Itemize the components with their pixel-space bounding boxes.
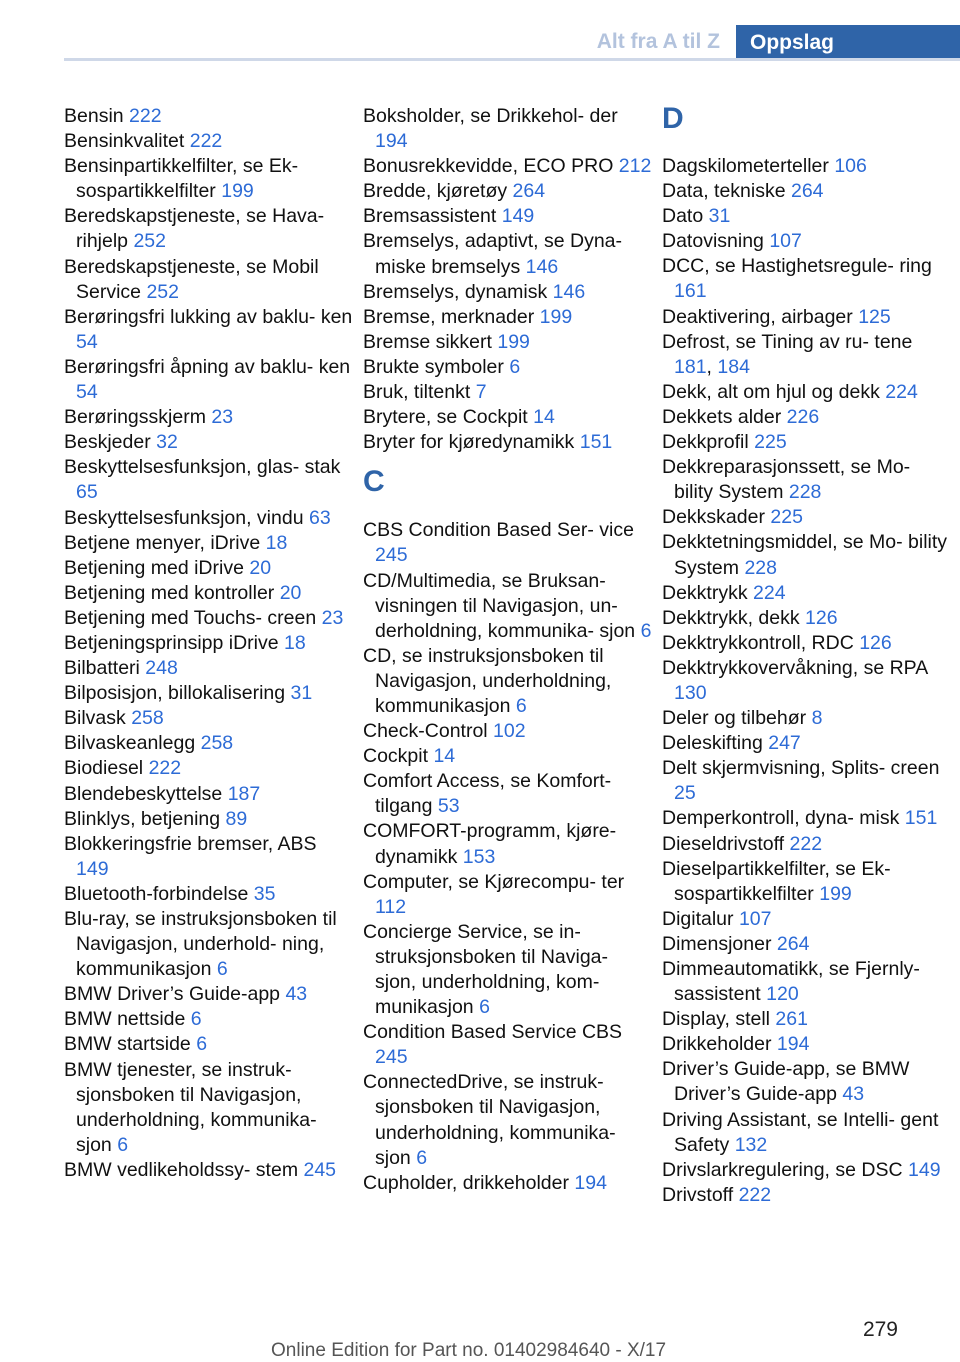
index-term: Beskyttelsesfunksjon, glas‐ stak	[64, 456, 341, 479]
index-entry	[662, 430, 952, 455]
page-reference-link[interactable]: 31	[708, 205, 731, 228]
index-term: Bremselys, adaptivt, se Dyna‐ miske bremselys	[363, 230, 623, 278]
index-column-3	[662, 104, 952, 1208]
page-reference-link[interactable]: 6	[196, 1033, 208, 1056]
index-term: Bilbatteri	[64, 657, 146, 680]
index-entry	[662, 731, 952, 756]
page-reference-link[interactable]: 194	[574, 1171, 607, 1194]
index-entry	[64, 681, 354, 706]
page-reference-link[interactable]: 6	[515, 694, 527, 717]
index-term: Computer, se Kjørecompu‐ ter	[363, 870, 625, 893]
index-term: Boksholder, se Drikkehol‐ der	[363, 105, 618, 127]
index-entry	[64, 405, 354, 430]
index-term: Brukte symboler	[363, 355, 510, 378]
page-reference-link[interactable]: 18	[284, 631, 306, 654]
index-entry	[64, 1058, 354, 1158]
index-entry	[662, 455, 952, 505]
page-reference-link[interactable]: 14	[433, 745, 456, 768]
index-term: Concierge Service, se in‐ struksjonsboken til Naviga‐ sjon, underholdning, kom‐ munikasjon	[363, 920, 609, 1019]
page-reference-link[interactable]: 6	[509, 355, 521, 378]
index-entry	[64, 731, 354, 756]
index-entry	[662, 806, 952, 831]
index-term: CBS Condition Based Ser‐ vice	[363, 519, 634, 542]
index-term: Dekktrykk, dekk	[662, 606, 806, 629]
index-term: BMW vedlikeholdssy‐ stem	[64, 1158, 304, 1181]
index-term: Drikkeholder	[662, 1033, 777, 1056]
index-term: Cupholder, drikkeholder	[363, 1171, 575, 1194]
index-entry	[662, 1158, 952, 1183]
index-entry	[64, 129, 354, 154]
page-reference-link[interactable]: 187	[227, 782, 261, 805]
index-term: Dekktetningsmiddel, se Mo‐ bility System	[662, 531, 948, 579]
page-reference-link[interactable]: 6	[216, 958, 228, 981]
index-term: BMW tjenester, se instruk‐ sjonsboken til Navigasjon, underholdning, kommunika‐ sjon	[64, 1058, 317, 1156]
index-term: Blokkeringsfrie bremser, ABS	[64, 832, 317, 855]
page-reference-link[interactable]: 43	[285, 983, 308, 1006]
page-reference-link[interactable]: 225	[770, 506, 803, 529]
index-entry	[64, 882, 354, 907]
page-reference-link[interactable]: 247	[768, 732, 801, 755]
page-separator: ,	[706, 355, 718, 378]
index-entry	[662, 405, 952, 430]
page-reference-link[interactable]: 8	[811, 707, 823, 730]
index-term: Demperkontroll, dyna‐ misk	[662, 807, 905, 830]
page-reference-link[interactable]: 6	[479, 996, 490, 1019]
index-term: Betjening med Touchs‐ creen	[64, 606, 322, 629]
index-entry	[363, 405, 653, 430]
page-reference-link[interactable]: 252	[146, 280, 179, 303]
index-term: BMW Driver’s Guide-app	[64, 983, 286, 1006]
index-entry	[363, 1070, 653, 1170]
page-reference-link[interactable]: 43	[842, 1083, 865, 1106]
page-reference-link[interactable]: 35	[253, 882, 276, 905]
index-term: Data, tekniske	[662, 180, 791, 203]
index-term: Berøringsskjerm	[64, 406, 212, 429]
index-entry	[64, 631, 354, 656]
page-header	[0, 0, 960, 62]
index-term: Dimensjoner	[662, 932, 777, 955]
index-term: Dekkets alder	[662, 405, 787, 428]
page-reference-link[interactable]: 149	[908, 1158, 941, 1181]
index-term: Dekkskader	[662, 506, 771, 529]
index-entry	[662, 1032, 952, 1057]
page-reference-link[interactable]: 112	[375, 895, 407, 918]
page-reference-link[interactable]: 224	[753, 581, 786, 604]
page-reference-link[interactable]: 199	[539, 305, 573, 328]
page-reference-link[interactable]: 149	[76, 857, 109, 880]
index-entry	[662, 756, 952, 806]
index-term: Deaktivering, airbager	[662, 305, 859, 328]
page-reference-link[interactable]: 184	[717, 355, 750, 378]
index-term: Deleskifting	[662, 732, 769, 755]
page-reference-link[interactable]: 245	[375, 544, 408, 567]
page-reference-link[interactable]: 222	[148, 757, 182, 780]
index-term: Biodiesel	[64, 757, 149, 780]
index-term: BMW startside	[64, 1033, 197, 1056]
page-reference-link[interactable]: 199	[819, 882, 852, 905]
index-entry	[662, 380, 952, 405]
page-reference-link[interactable]: 199	[221, 180, 254, 203]
index-term: Beskyttelsesfunksjon, vindu	[64, 506, 309, 529]
page-reference-link[interactable]: 107	[769, 230, 802, 253]
index-term: Bredde, kjøretøy	[363, 180, 513, 203]
index-term: Blinklys, betjening	[64, 807, 226, 830]
index-term: CD, se instruksjonsboken til Navigasjon, underholdning, kommunikasjon	[363, 644, 612, 717]
index-entry	[363, 104, 653, 154]
page-reference-link[interactable]: 226	[786, 405, 820, 428]
index-entry	[363, 719, 653, 744]
index-term: Dekktrykk	[662, 581, 754, 604]
index-entry	[363, 380, 653, 405]
page-reference-link[interactable]: 224	[885, 380, 918, 403]
index-entry	[363, 569, 653, 644]
page-reference-link[interactable]: 222	[129, 105, 162, 127]
index-entry	[662, 1007, 952, 1032]
index-term: Dagskilometerteller	[662, 155, 835, 177]
index-entry	[64, 204, 354, 254]
index-entry	[64, 756, 354, 781]
index-entry	[363, 644, 653, 719]
index-term: Deler og tilbehør	[662, 707, 812, 730]
index-entry	[363, 355, 653, 380]
page-reference-link[interactable]: 225	[754, 431, 787, 454]
page-reference-link[interactable]: 18	[265, 531, 288, 554]
index-entry	[662, 530, 952, 580]
index-entry	[363, 179, 653, 204]
index-term: Bremse, merknader	[363, 305, 540, 328]
page-number: 279	[862, 1318, 898, 1341]
index-term: Dekkprofil	[662, 431, 755, 454]
index-entry	[64, 455, 354, 505]
index-entry	[662, 1057, 952, 1107]
index-entry	[662, 656, 952, 706]
page-reference-link[interactable]: 20	[279, 581, 302, 604]
page-reference-link[interactable]: 23	[211, 406, 234, 429]
index-entry	[363, 330, 653, 355]
index-entry	[662, 154, 952, 179]
index-term: Betjening med iDrive	[64, 556, 250, 579]
index-entry	[662, 1183, 952, 1208]
index-letter-heading: D	[662, 102, 684, 135]
page-reference-link[interactable]: 7	[475, 381, 487, 404]
index-term: Bilvask	[64, 707, 132, 730]
index-term: Display, stell	[662, 1008, 776, 1031]
index-entry	[363, 1171, 653, 1196]
page-reference-link[interactable]: 194	[776, 1033, 810, 1056]
index-term: Betjening med kontroller	[64, 581, 280, 604]
index-entry	[363, 1020, 653, 1070]
index-term: Driver’s Guide-app, se BMW Driver’s Guide-app	[662, 1058, 910, 1106]
index-term: Dekktrykkovervåkning, se RPA	[662, 656, 928, 679]
index-entry	[662, 832, 952, 857]
index-term: Betjene menyer, iDrive	[64, 531, 266, 554]
index-entry	[64, 706, 354, 731]
index-entry	[662, 706, 952, 731]
index-entry	[64, 581, 354, 606]
header-rule	[64, 58, 960, 61]
index-term: Beredskapstjeneste, se Hava‐ rihjelp	[64, 205, 325, 253]
page-reference-link[interactable]: 228	[744, 556, 777, 579]
index-term: Check-Control	[363, 720, 494, 743]
index-term: Blu-ray, se instruksjonsboken til Navigasjon, underhold‐ ning, kommunikasjon	[64, 908, 337, 981]
index-term: Blendebeskyttelse	[64, 782, 228, 805]
index-entry	[64, 1032, 354, 1057]
index-entry	[662, 581, 952, 606]
index-term: Berøringsfri åpning av baklu‐ ken	[64, 355, 351, 378]
page-reference-link[interactable]: 125	[858, 305, 891, 328]
page-reference-link[interactable]: 222	[738, 1183, 772, 1206]
index-term: Dato	[662, 205, 709, 228]
index-term: Brytere, se Cockpit	[363, 406, 534, 429]
index-entry	[363, 518, 653, 568]
page-reference-link[interactable]: 261	[775, 1008, 808, 1031]
page-reference-link[interactable]: 63	[308, 506, 331, 529]
page-reference-link[interactable]: 248	[145, 657, 178, 680]
page-reference-link[interactable]: 252	[133, 230, 166, 253]
index-term: Bremselys, dynamisk	[363, 280, 553, 303]
index-entry	[363, 430, 653, 455]
page-reference-link[interactable]: 106	[834, 155, 867, 177]
page-reference-link[interactable]: 153	[462, 845, 496, 868]
page-reference-link[interactable]: 6	[640, 619, 652, 642]
index-entry	[64, 1158, 354, 1183]
index-entry	[363, 870, 653, 920]
page-reference-link[interactable]: 245	[375, 1046, 408, 1069]
page-reference-link[interactable]: 264	[512, 180, 546, 203]
index-column-1	[64, 104, 354, 1183]
index-term: Beredskapstjeneste, se Mobil Service	[64, 255, 319, 303]
index-entry	[662, 1108, 952, 1158]
index-term: Beskjeder	[64, 431, 157, 454]
index-entry	[363, 819, 653, 869]
page-reference-link[interactable]: 6	[416, 1146, 428, 1169]
index-entry	[662, 631, 952, 656]
index-entry	[363, 204, 653, 229]
page-reference-link[interactable]: 102	[493, 720, 526, 743]
index-term: Comfort Access, se Komfort‐ tilgang	[363, 770, 612, 818]
index-entry	[363, 769, 653, 819]
index-term: Bremse sikkert	[363, 330, 498, 353]
index-entry	[64, 255, 354, 305]
section-tab: Oppslag	[736, 25, 960, 61]
index-term: Dieseldrivstoff	[662, 832, 790, 855]
page-reference-link[interactable]: 20	[249, 556, 272, 579]
index-term: Bensinpartikkelfilter, se Ek‐ sospartikkelfilter	[64, 155, 299, 203]
page-reference-link[interactable]: 32	[156, 431, 178, 454]
index-entry	[64, 606, 354, 631]
page-reference-link[interactable]: 181	[674, 355, 707, 378]
index-entry	[363, 280, 653, 305]
index-term: Datovisning	[662, 230, 770, 253]
page-reference-link[interactable]: 194	[375, 130, 408, 153]
index-entry	[662, 229, 952, 254]
index-entry	[64, 305, 354, 355]
edition-note: Online Edition for Part no. 01402984640 - X/17	[271, 1340, 667, 1361]
page-reference-link[interactable]: 146	[552, 280, 586, 303]
index-entry	[662, 857, 952, 907]
page-reference-link[interactable]: 130	[674, 681, 707, 704]
page-reference-link[interactable]: 228	[788, 481, 822, 504]
index-term: Bryter for kjøredynamikk	[363, 431, 580, 454]
index-entry	[64, 430, 354, 455]
index-term: Digitalur	[662, 907, 739, 930]
page-reference-link[interactable]: 222	[789, 832, 823, 855]
index-entry	[662, 932, 952, 957]
page-reference-link[interactable]: 258	[131, 707, 164, 730]
index-entry	[64, 531, 354, 556]
page-reference-link[interactable]: 258	[200, 732, 234, 755]
index-term: Delt skjermvisning, Splits‐ creen	[662, 757, 940, 780]
page-reference-link[interactable]: 120	[766, 983, 799, 1006]
index-entry	[64, 355, 354, 405]
page-reference-link[interactable]: 53	[437, 795, 460, 818]
index-entry	[662, 204, 952, 229]
index-entry	[662, 606, 952, 631]
page-reference-link[interactable]: 14	[533, 406, 555, 429]
index-entry	[662, 907, 952, 932]
page-reference-link[interactable]: 54	[76, 330, 98, 353]
page-reference-link[interactable]: 199	[497, 330, 530, 353]
index-entry	[662, 330, 952, 380]
index-term: Cockpit	[363, 745, 434, 768]
page-reference-link[interactable]: 126	[805, 606, 838, 629]
page-reference-link[interactable]: 151	[579, 431, 613, 454]
page-reference-link[interactable]: 146	[525, 255, 559, 278]
index-entry	[64, 506, 354, 531]
page-reference-link[interactable]: 151	[904, 807, 938, 830]
page-reference-link[interactable]: 245	[303, 1158, 337, 1181]
index-term: BMW nettside	[64, 1008, 191, 1031]
index-term: ConnectedDrive, se instruk‐ sjonsboken til Navigasjon, underholdning, kommunika‐ sjon	[363, 1071, 616, 1169]
index-term: Bilposisjon, billokalisering	[64, 682, 291, 705]
index-entry	[64, 782, 354, 807]
page-reference-link[interactable]: 23	[321, 606, 344, 629]
index-term: Bensinkvalitet	[64, 130, 190, 153]
index-term: Dekkreparasjonssett, se Mo‐ bility System	[662, 456, 911, 504]
index-term: CD/Multimedia, se Bruksan‐ visningen til Navigasjon, un‐ derholdning, kommunika‐ sjon	[363, 569, 641, 642]
section-label: Alt fra A til Z	[596, 30, 720, 53]
index-entry	[64, 104, 354, 129]
page-reference-link[interactable]: 161	[674, 280, 707, 303]
page-reference-link[interactable]: 54	[76, 381, 98, 404]
index-term: Betjeningsprinsipp iDrive	[64, 631, 285, 654]
page-reference-link[interactable]: 222	[189, 130, 223, 153]
index-entry	[662, 179, 952, 204]
index-term: Bensin	[64, 105, 130, 127]
page-reference-link[interactable]: 212	[618, 155, 652, 178]
index-term: Drivslarkregulering, se DSC	[662, 1158, 908, 1181]
index-entry	[64, 656, 354, 681]
index-term: Bilvaskeanlegg	[64, 732, 201, 755]
index-entry	[662, 254, 952, 304]
page-reference-link[interactable]: 149	[501, 205, 535, 228]
index-term: Defrost, se Tining av ru‐ tene	[662, 330, 913, 353]
index-entry	[64, 154, 354, 204]
index-term: DCC, se Hastighetsregule‐ ring	[662, 255, 932, 278]
page-reference-link[interactable]: 6	[117, 1133, 129, 1156]
index-term: COMFORT-programm, kjøre‐ dynamikk	[363, 820, 617, 868]
index-term: Driving Assistant, se Intelli‐ gent Safety	[662, 1108, 939, 1156]
index-entry	[363, 229, 653, 279]
index-column-2	[363, 104, 653, 1196]
index-entry	[64, 1007, 354, 1032]
index-term: Bruk, tiltenkt	[363, 381, 476, 404]
page-reference-link[interactable]: 25	[674, 782, 696, 805]
index-entry	[363, 305, 653, 330]
index-term: Bonusrekkevidde, ECO PRO	[363, 155, 619, 178]
page-reference-link[interactable]: 31	[290, 682, 313, 705]
page-reference-link[interactable]: 264	[776, 932, 810, 955]
page-reference-link[interactable]: 6	[190, 1008, 202, 1031]
index-term: Condition Based Service CBS	[363, 1021, 623, 1044]
index-entry	[64, 807, 354, 832]
index-term: Berøringsfri lukking av baklu‐ ken	[64, 305, 353, 328]
index-entry	[64, 907, 354, 982]
index-term: Drivstoff	[662, 1183, 739, 1206]
index-entry	[662, 505, 952, 530]
page-reference-link[interactable]: 126	[859, 631, 892, 654]
page-reference-link[interactable]: 65	[76, 481, 98, 504]
index-entry	[64, 982, 354, 1007]
index-term: Bluetooth-forbindelse	[64, 882, 254, 905]
index-term: Dekk, alt om hjul og dekk	[662, 380, 886, 403]
index-entry	[363, 744, 653, 769]
index-letter-heading: C	[363, 465, 385, 499]
page-reference-link[interactable]: 264	[790, 180, 824, 203]
index-entry	[64, 832, 354, 882]
index-term: Dieselpartikkelfilter, se Ek‐ sospartikkelfilter	[662, 857, 891, 905]
page-reference-link[interactable]: 107	[738, 907, 772, 930]
page-reference-link[interactable]: 132	[734, 1133, 768, 1156]
index-term: Dimmeautomatikk, se Fjernly‐ sassistent	[662, 958, 920, 1006]
index-entry	[662, 957, 952, 1007]
index-entry	[363, 920, 653, 1020]
index-term: Dekktrykkontroll, RDC	[662, 631, 860, 654]
index-term: Bremsassistent	[363, 205, 502, 228]
index-entry	[64, 556, 354, 581]
index-entry	[363, 154, 653, 179]
index-entry	[662, 305, 952, 330]
page-reference-link[interactable]: 89	[225, 807, 248, 830]
